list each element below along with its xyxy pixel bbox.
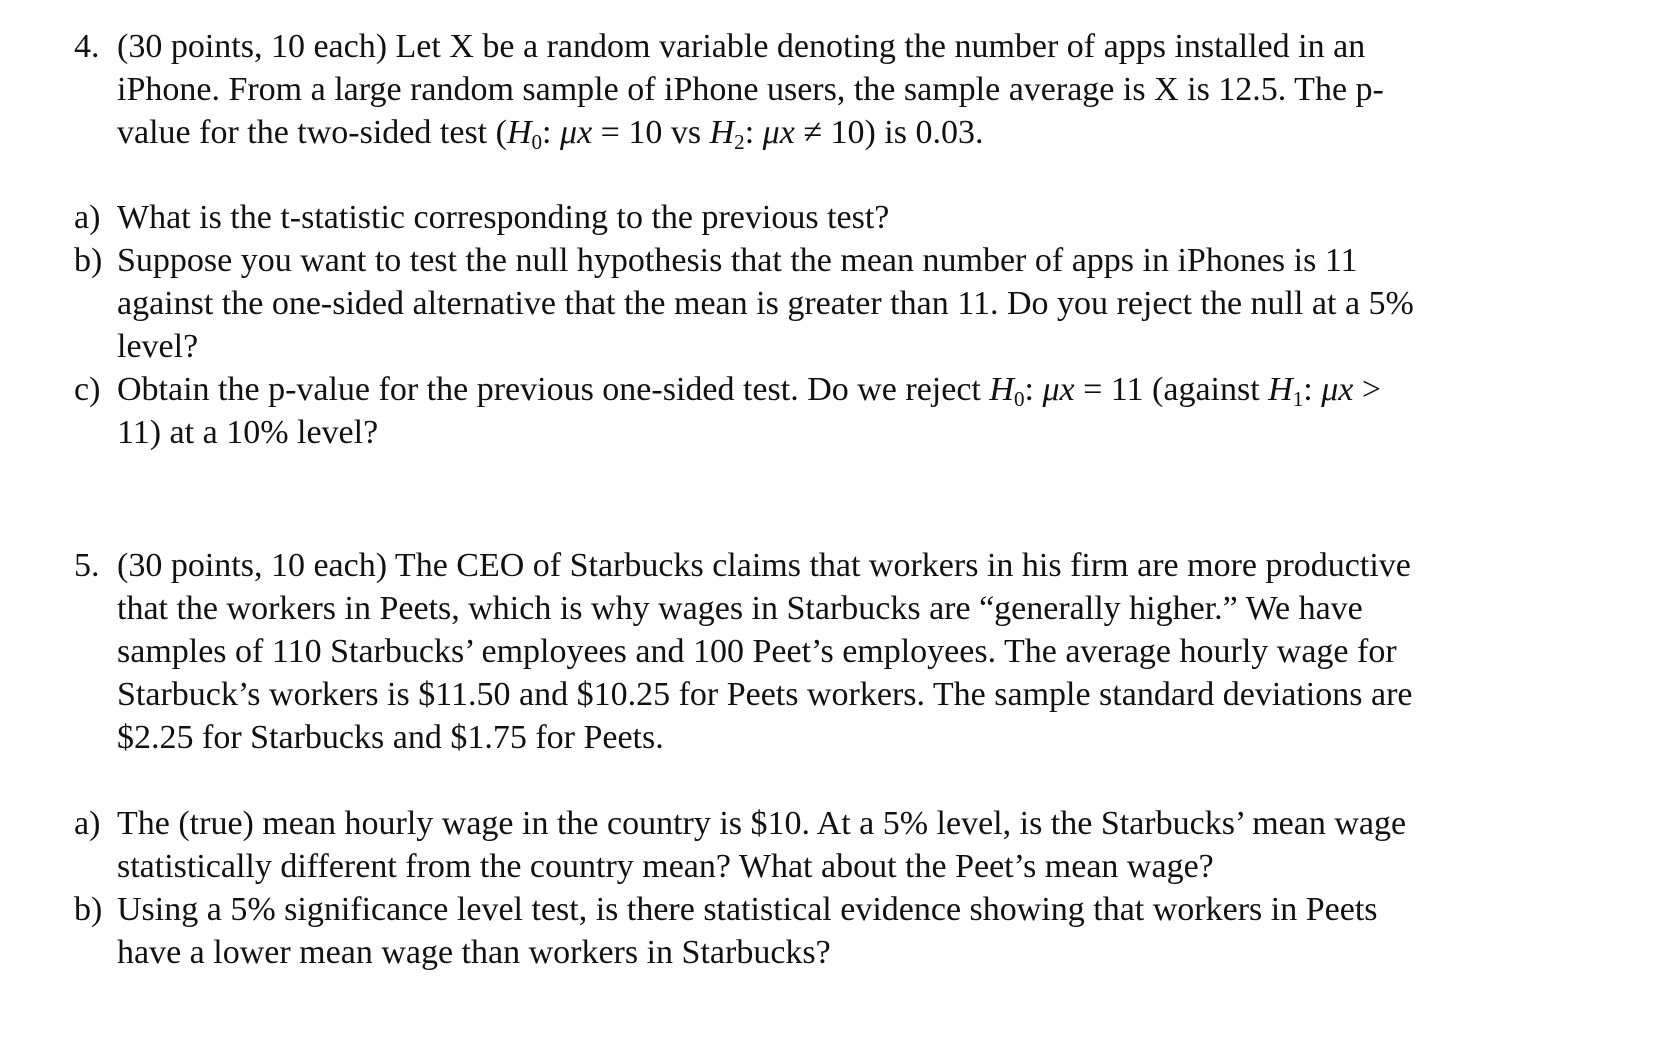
subquestion-marker: c): [74, 371, 101, 408]
question-text-line: (30 points, 10 each) The CEO of Starbucks claims that workers in his firm are more productive: [117, 547, 1411, 584]
subquestion-text-line: What is the t-statistic corresponding to the previous test?: [117, 199, 890, 236]
alt-hypothesis-symbol: $H_1$: [1268, 371, 1304, 411]
question-number: 5.: [74, 547, 100, 584]
subquestion-text-line: against the one-sided alternative that the mean is greater than 11. Do you reject the null at a 5%: [117, 285, 1414, 322]
question-text-line-hypotheses: value for the two-sided test ($H_0$: μx = 10 vs $H_2$: μx ≠ 10) is 0.03.: [117, 114, 984, 154]
alt-hypothesis-symbol: $H_2$: [709, 114, 745, 154]
mu-x-symbol: μx: [1321, 371, 1354, 408]
subquestion-text-line: The (true) mean hourly wage in the country is $10. At a 5% level, is the Starbucks’ mean wage: [117, 805, 1407, 842]
mu-x-symbol: μx: [560, 114, 593, 151]
question-text-line: $2.25 for Starbucks and $1.75 for Peets.: [117, 719, 664, 756]
subquestion-text-line: Suppose you want to test the null hypothesis that the mean number of apps in iPhones is 11: [117, 242, 1358, 279]
subquestion-text-line: 11) at a 10% level?: [117, 414, 379, 451]
null-hypothesis-symbol: $H_0$: [506, 114, 543, 154]
question-text-line: that the workers in Peets, which is why wages in Starbucks are “generally higher.” We have: [117, 590, 1363, 627]
subquestion-marker: a): [74, 805, 101, 842]
subquestion-text-line: Using a 5% significance level test, is there statistical evidence showing that workers in Peets: [117, 891, 1378, 928]
subquestion-text-line-hypotheses: Obtain the p-value for the previous one-sided test. Do we reject $H_0$: μx = 11 (against $H_1$: μx >: [117, 371, 1382, 411]
question-text-line: samples of 110 Starbucks’ employees and 100 Peet’s employees. The average hourly wage for: [117, 633, 1397, 670]
subquestion-marker: b): [74, 891, 103, 928]
subquestion-text-line: level?: [117, 328, 199, 365]
subquestion-marker: a): [74, 199, 101, 236]
mu-x-symbol: μx: [762, 114, 795, 151]
question-text-line: iPhone. From a large random sample of iPhone users, the sample average is X is 12.5. The p-: [117, 71, 1384, 108]
null-hypothesis-symbol: $H_0$: [989, 371, 1025, 411]
question-text-line: (30 points, 10 each) Let X be a random variable denoting the number of apps installed in an: [117, 28, 1366, 65]
question-number: 4.: [74, 28, 100, 65]
subquestion-text-line: statistically different from the country mean? What about the Peet’s mean wage?: [117, 848, 1214, 885]
mu-x-symbol: μx: [1042, 371, 1075, 408]
subquestion-marker: b): [74, 242, 103, 279]
subquestion-text-line: have a lower mean wage than workers in Starbucks?: [117, 934, 831, 971]
question-text-line: Starbuck’s workers is $11.50 and $10.25 for Peets workers. The sample standard deviations are: [117, 676, 1413, 713]
